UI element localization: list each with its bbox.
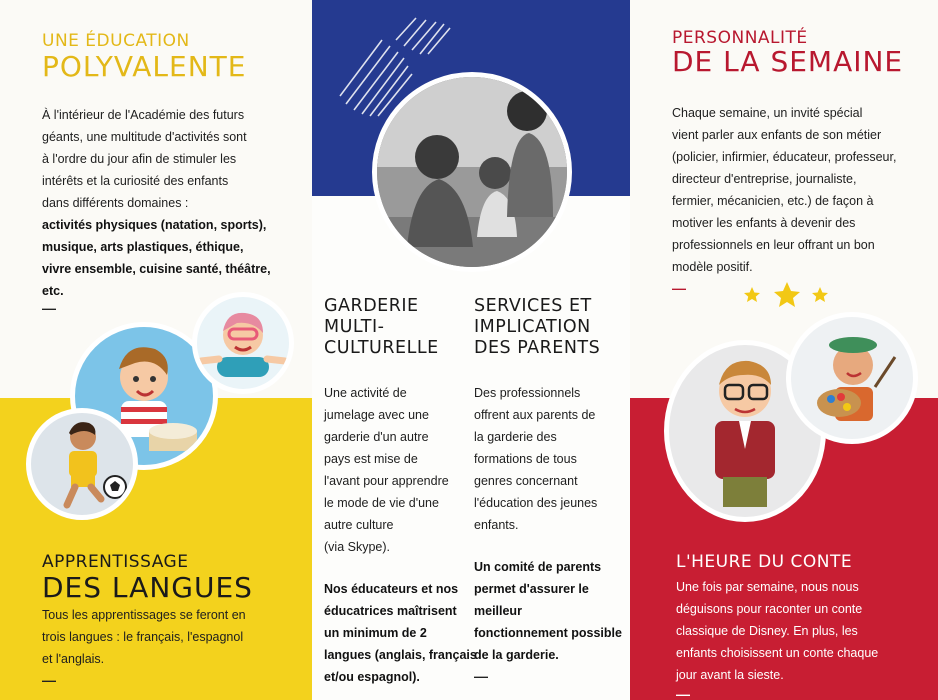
languages-dash: — xyxy=(42,672,56,688)
middle-panel xyxy=(312,0,630,700)
star-icon xyxy=(812,287,828,302)
education-title: POLYVALENTE xyxy=(42,50,247,83)
personality-text: Chaque semaine, un invité spécial vient parler aux enfants de son métier (policier, infirmier, éducateur, professeur, directeur d'entreprise, journaliste, fermier, mécanicien, etc.) de façon à motiver les enfants à devenir des professionnels en leur offrant un bon modèle positif. xyxy=(672,106,897,274)
education-activities: activités physiques (natation, sports), musique, arts plastiques, éthique, vivre ensemble, cuisine santé, théâtre, etc. xyxy=(42,218,271,298)
painter-kid-illustration xyxy=(786,312,918,444)
family-photo xyxy=(372,72,572,272)
soccer-kid-illustration xyxy=(26,408,138,520)
education-kicker: UNE ÉDUCATION xyxy=(42,31,190,51)
education-intro: À l'intérieur de l'Académie des futurs géants, une multitude d'activités sont à l'ordre du jour afin de stimuler les intérêts et la curiosité des enfants dans différents domaines : xyxy=(42,108,247,210)
swimming-kid-illustration xyxy=(192,292,294,394)
services-text: Des professionnels offrent aux parents de la garderie des formations de tous genres concernant l'éducation des jeunes enfants. xyxy=(474,386,598,532)
star-icon xyxy=(774,282,800,307)
story-dash: — xyxy=(676,686,690,700)
services-dash: — xyxy=(474,668,488,684)
star-icon xyxy=(744,287,760,302)
personality-kicker: PERSONNALITÉ xyxy=(672,28,808,48)
daycare-bold-text: Nos éducateurs et nos éducatrices maîtrisent un minimum de 2 langues (anglais, français et/ou espagnol). xyxy=(324,582,477,684)
personality-title: DE LA SEMAINE xyxy=(672,45,904,78)
daycare-text: Une activité de jumelage avec une garderie d'un autre pays est mise de l'avant pour apprendre le mode de vie d'une autre culture (via Skype). xyxy=(324,386,449,554)
education-dash: — xyxy=(42,300,56,316)
personality-dash: — xyxy=(672,280,686,296)
right-panel xyxy=(630,0,938,700)
left-panel xyxy=(0,0,312,700)
story-text: Une fois par semaine, nous nous déguisons pour raconter un conte classique de Disney. En plus, les enfants choisissent un conte chaque jour avant la sieste. xyxy=(676,580,879,682)
daycare-title: GARDERIE MULTI- CULTURELLE xyxy=(324,296,439,358)
services-bold-text: Un comité de parents permet d'assurer le meilleur fonctionnement possible de la garderie. xyxy=(474,560,622,662)
languages-title: DES LANGUES xyxy=(42,571,253,604)
languages-kicker: APPRENTISSAGE xyxy=(42,552,189,572)
story-title: L'HEURE DU CONTE xyxy=(676,552,853,572)
stars-decoration xyxy=(742,282,832,308)
languages-text: Tous les apprentissages se feront en trois langues : le français, l'espagnol et l'anglais. xyxy=(42,608,246,666)
services-title: SERVICES ET IMPLICATION DES PARENTS xyxy=(474,296,601,358)
